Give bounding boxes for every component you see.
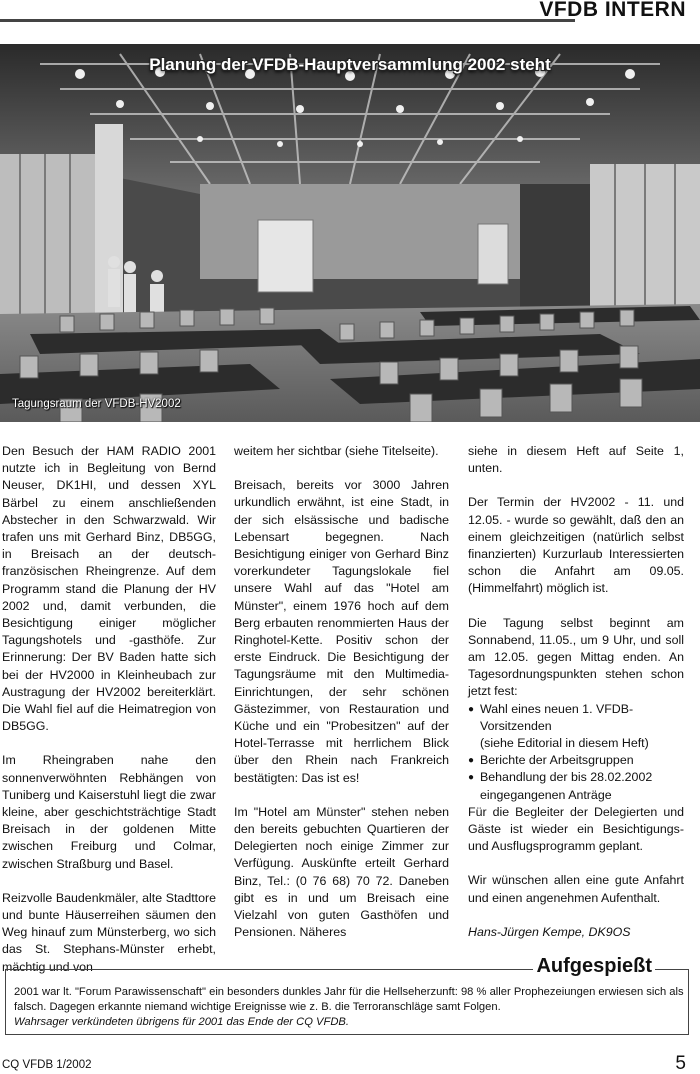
paragraph: siehe in diesem Heft auf Seite 1, unten. — [468, 444, 684, 476]
aufgespiesst-italic: Wahrsager verkündeten übrigens für 2001 das Ende der CQ VFDB. — [14, 1016, 349, 1028]
paragraph: Der Termin der HV2002 - 11. und 12.05. - wurde so gewählt, daß den an einem gleichzeitigen (natürlich selbst finanzierten) Kurzurlaub Interessierten schon die Anfahrt am 09.05. (Himmelfahrt) möglich ist. — [468, 495, 684, 596]
paragraph: Im Rheingraben nahe den sonnenverwöhnten Rebhängen von Tuniberg und Kaiserstuhl liegt die zwar kleine, aber geschichtsträchtige Stadt Breisach in der goldenen Mitte zwischen Freiburg und Colmar, zwischen Straßburg und Basel. — [2, 753, 216, 871]
article-column-3 — [468, 443, 684, 958]
paragraph: Den Besuch der HAM RADIO 2001 nutzte ich in Begleitung von Bernd Neuser, DK1HI, und dessen XYL Bärbel zu einem anschließenden Abstecher in den Schwarzwald. Wir trafen uns mit Gerhard Binz, DB5GG, in Breisach an der deutsch-französischen Rheingrenze. Auf dem Programm stand die Planung der HV 2002 und, damit verbunden, die Besichtigung einiger möglicher Tagungshotels und -gasthöfe. Zur Erinnerung: Der BV Baden hatte sich bei der HV2000 in Kleinheubach zur Austragung der HV2002 bereiterklärt. Die Wahl fiel auf die Heimatregion von DB5GG. — [2, 444, 216, 734]
aufgespiesst-text — [14, 985, 684, 1030]
page-number: 5 — [675, 1053, 686, 1074]
author-signature: Hans-Jürgen Kempe, DK9OS — [468, 924, 631, 939]
paragraph: Für die Begleiter der Delegierten und Gäste ist wieder ein Besichtigungs- und Ausflugsprogramm geplant. — [468, 804, 684, 854]
photo-caption: Tagungsraum der VFDB-HV2002 — [12, 398, 181, 410]
paragraph: Im "Hotel am Münster" stehen neben den bereits gebuchten Quartieren der Delegierten noch einige Zimmer zur Verfügung. Auskünfte erteilt Gerhard Binz, Tel.: (0 76 68) 70 72. Daneben gibt es in und um Breisach eine Vielzahl von guten Gasthöfen und Pensionen. Näheres — [234, 804, 449, 940]
agenda-item: ● Berichte der Arbeitsgruppen — [468, 752, 684, 769]
aufgespiesst-title: Aufgespießt — [533, 955, 655, 978]
agenda-list — [468, 701, 684, 804]
paragraph: Die Tagung selbst beginnt am Sonnabend, 11.05., um 9 Uhr, und soll am 12.05. gegen Mittag enden. An Tagesordnungspunkten stehen schon jetzt fest: — [468, 615, 684, 699]
aufgespiesst-body: 2001 war lt. "Forum Parawissenschaft" ein besonders dunkles Jahr für die Hellseherzunft: 98 % aller Prophezeiungen erwiesen sich als falsch. Dagegen erkannte niemand wichtige Ereignisse wie z. B. die Terroranschläge samt Folgen. — [14, 986, 684, 1013]
header-rule — [0, 19, 575, 22]
paragraph: Wir wünschen allen eine gute Anfahrt und einen angenehmen Aufenthalt. — [468, 873, 684, 905]
agenda-item-note: (siehe Editorial in diesem Heft) — [480, 736, 649, 751]
article-column-1 — [2, 443, 216, 993]
conference-room-photo — [0, 44, 700, 422]
agenda-item: ● Wahl eines neuen 1. VFDB-Vorsitzenden (siehe Editorial in diesem Heft) — [468, 701, 684, 753]
article-column-2 — [234, 443, 449, 958]
paragraph: Reizvolle Baudenkmäler, alte Stadttore und bunte Häuserreihen säumen den Weg hinauf zum Münsterberg, wo sich das St. Stephans-Münster erhebt, mächtig und von — [2, 890, 216, 974]
paragraph: weitem her sichtbar (siehe Titelseite). — [234, 444, 439, 458]
paragraph: Breisach, bereits vor 3000 Jahren urkundlich erwähnt, ist eine Stadt, in der sich elsässische und badische Lebensart begegnen. Nach Besichtigung einiger von Gerhard Binz vorerkundeter Tagungslokale fiel unsere Wahl auf das "Hotel am Münster", einem 1976 hoch auf dem Berg erbauten renommierten Haus der Ringhotel-Kette. Positiv schon der erste Eindruck. Die Besichtigung der Tagungsräume mit den Multimedia-Einrichtungen, der sehr schönen Gästezimmer, von Restauration und Küche und ein "Probesitzen" auf der Hotel-Terrasse mit herrlichem Blick über den Rhein nach Frankreich bestätigten: Das ist es! — [234, 478, 449, 785]
article-headline: Planung der VFDB-Hauptversammlung 2002 steht — [149, 55, 551, 74]
section-label: VFDB INTERN — [539, 0, 686, 21]
issue-label: CQ VFDB 1/2002 — [2, 1059, 92, 1071]
agenda-item: ● Behandlung der bis 28.02.2002 eingegangenen Anträge — [468, 769, 684, 803]
